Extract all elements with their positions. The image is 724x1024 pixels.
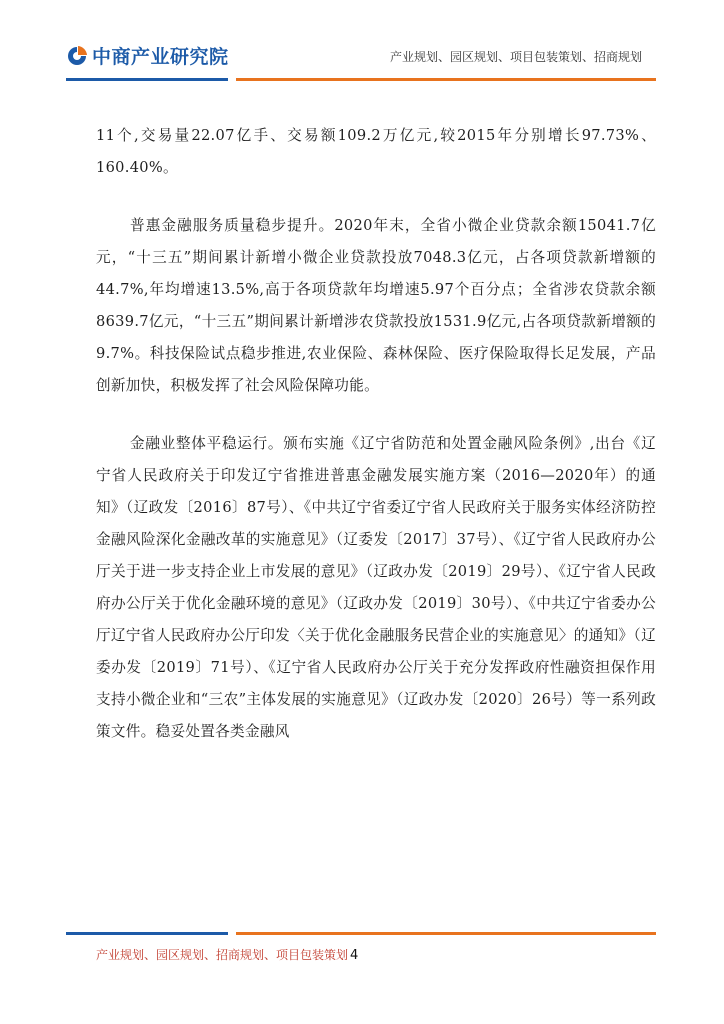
header-divider-orange xyxy=(236,78,656,81)
logo xyxy=(66,42,229,69)
document-body xyxy=(96,120,656,748)
footer-divider-blue xyxy=(66,932,228,935)
paragraph-2: 普惠金融服务质量稳步提升。2020年末，全省小微企业贷款余额15041.7亿元，“十三五”期间累计新增小微企业贷款投放7048.3亿元，占各项贷款新增额的44.7%,年均增速13.5%,高于各项贷款年均增速5.97个百分点；全省涉农贷款余额8639.7亿元，“十三五”期间累计新增涉农贷款投放1531.9亿元,占各项贷款新增额的9.7%。科技保险试点稳步推进,农业保险、森林保险、医疗保险取得长足发展，产品创新加快，积极发挥了社会风险保障功能。 xyxy=(96,217,656,394)
footer-divider-orange xyxy=(236,932,656,935)
logo-text: 中商产业研究院 xyxy=(92,46,229,68)
page-number: 4 xyxy=(350,948,359,963)
footer-tagline: 产业规划、园区规划、招商规划、项目包装策划 xyxy=(96,948,349,962)
page-footer xyxy=(96,946,358,963)
page-header xyxy=(0,0,724,90)
logo-icon xyxy=(66,45,88,67)
header-divider-blue xyxy=(66,78,228,81)
paragraph-3: 金融业整体平稳运行。颁布实施《辽宁省防范和处置金融风险条例》,出台《辽宁省人民政府关于印发辽宁省推进普惠金融发展实施方案（2016—2020年）的通知》（辽政发〔2016〕87号）、《中共辽宁省委辽宁省人民政府关于服务实体经济防控金融风险深化金融改革的实施意见》（辽委发〔2017〕37号）、《辽宁省人民政府办公厅关于进一步支持企业上市发展的意见》（辽政办发〔2019〕29号）、《辽宁省人民政府办公厅关于优化金融环境的意见》（辽政办发〔2019〕30号）、《中共辽宁省委办公厅辽宁省人民政府办公厅印发〈关于优化金融服务民营企业的实施意见〉的通知》（辽委办发〔2019〕71号）、《辽宁省人民政府办公厅关于充分发挥政府性融资担保作用支持小微企业和“三农”主体发展的实施意见》（辽政办发〔2020〕26号）等一系列政策文件。稳妥处置各类金融风 xyxy=(96,435,656,740)
header-tagline: 产业规划、园区规划、项目包装策划、招商规划 xyxy=(389,50,642,64)
paragraph-1: 11个,交易量22.07亿手、交易额109.2万亿元,较2015年分别增长97.73%、160.40%。 xyxy=(96,127,656,176)
